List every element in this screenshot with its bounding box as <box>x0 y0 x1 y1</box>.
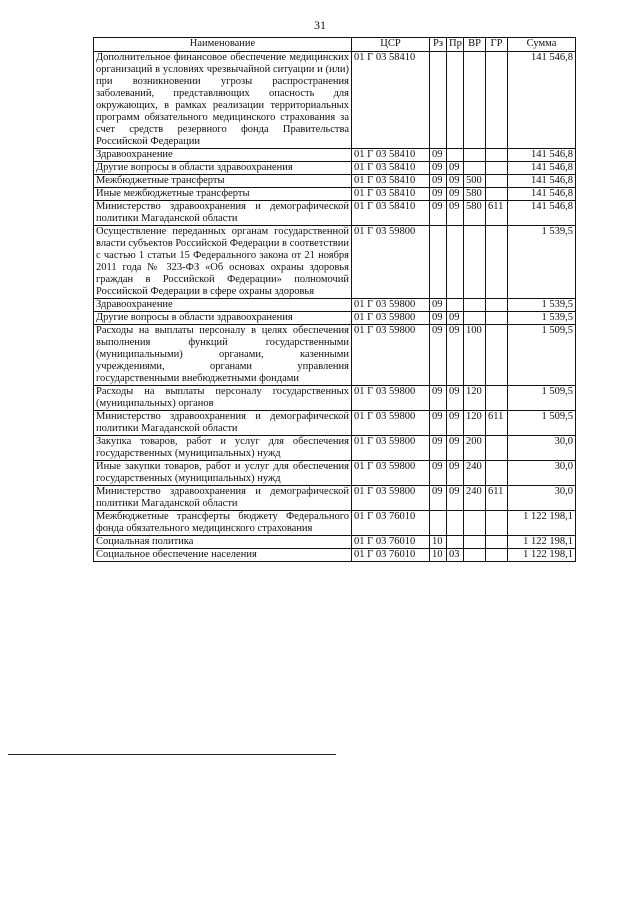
row-name: Другие вопросы в области здравоохранения <box>94 312 352 325</box>
row-vr <box>464 312 486 325</box>
row-sum: 30,0 <box>508 461 576 486</box>
row-gr <box>486 162 508 175</box>
header-gr: ГР <box>486 38 508 52</box>
table-row <box>94 411 576 436</box>
row-gr: 611 <box>486 486 508 511</box>
table-row <box>94 536 576 549</box>
table-row <box>94 188 576 201</box>
row-sum: 141 546,8 <box>508 188 576 201</box>
row-rz: 09 <box>430 299 447 312</box>
row-name: Министерство здравоохранения и демографической политики Магаданской области <box>94 486 352 511</box>
table-row <box>94 461 576 486</box>
row-gr <box>486 325 508 386</box>
row-vr: 580 <box>464 188 486 201</box>
row-pr: 09 <box>447 386 464 411</box>
row-csr: 01 Г 03 59800 <box>352 226 430 299</box>
row-sum: 1 122 198,1 <box>508 536 576 549</box>
row-sum: 141 546,8 <box>508 162 576 175</box>
header-vr: ВР <box>464 38 486 52</box>
row-gr <box>486 299 508 312</box>
row-gr <box>486 511 508 536</box>
row-sum: 1 122 198,1 <box>508 511 576 536</box>
table-row <box>94 436 576 461</box>
row-rz: 10 <box>430 536 447 549</box>
row-name: Иные закупки товаров, работ и услуг для обеспечения государственных (муниципальных) нужд <box>94 461 352 486</box>
table-row <box>94 162 576 175</box>
row-rz: 09 <box>430 312 447 325</box>
row-csr: 01 Г 03 59800 <box>352 299 430 312</box>
row-rz: 09 <box>430 411 447 436</box>
row-pr: 09 <box>447 461 464 486</box>
row-vr <box>464 226 486 299</box>
row-csr: 01 Г 03 76010 <box>352 549 430 562</box>
row-name: Расходы на выплаты персоналу государственных (муниципальных) органов <box>94 386 352 411</box>
row-sum: 1 122 198,1 <box>508 549 576 562</box>
row-sum: 1 539,5 <box>508 312 576 325</box>
row-gr: 611 <box>486 411 508 436</box>
table-row <box>94 486 576 511</box>
row-csr: 01 Г 03 59800 <box>352 436 430 461</box>
table-row <box>94 386 576 411</box>
row-sum: 141 546,8 <box>508 175 576 188</box>
row-vr <box>464 549 486 562</box>
page-number: 31 <box>314 18 326 32</box>
row-name: Закупка товаров, работ и услуг для обеспечения государственных (муниципальных) нужд <box>94 436 352 461</box>
row-csr: 01 Г 03 59800 <box>352 325 430 386</box>
row-sum: 141 546,8 <box>508 149 576 162</box>
row-sum: 30,0 <box>508 436 576 461</box>
row-rz: 09 <box>430 461 447 486</box>
row-pr <box>447 299 464 312</box>
table-row <box>94 325 576 386</box>
header-rz: Рз <box>430 38 447 52</box>
table-header-row <box>94 38 576 52</box>
row-gr <box>486 175 508 188</box>
row-rz: 09 <box>430 175 447 188</box>
table-row <box>94 149 576 162</box>
row-pr: 03 <box>447 549 464 562</box>
row-name: Министерство здравоохранения и демографической политики Магаданской области <box>94 411 352 436</box>
row-gr <box>486 226 508 299</box>
footnote-divider <box>8 754 336 755</box>
row-vr <box>464 52 486 149</box>
row-name: Социальная политика <box>94 536 352 549</box>
row-vr: 100 <box>464 325 486 386</box>
row-csr: 01 Г 03 59800 <box>352 461 430 486</box>
row-gr <box>486 461 508 486</box>
row-pr <box>447 536 464 549</box>
row-csr: 01 Г 03 58410 <box>352 188 430 201</box>
row-pr: 09 <box>447 162 464 175</box>
row-vr: 200 <box>464 436 486 461</box>
row-name: Дополнительное финансовое обеспечение медицинских организаций в условиях чрезвычайной ситуации и (или) при возникновении угрозы распространения заболеваний, представляющих опасность для окружающих, в рамках реализации территориальных программ обязательного медицинского страхования за счет средств резервного фонда Правительства Российской Федерации <box>94 52 352 149</box>
row-pr: 09 <box>447 325 464 386</box>
row-csr: 01 Г 03 58410 <box>352 201 430 226</box>
row-vr: 240 <box>464 486 486 511</box>
row-csr: 01 Г 03 59800 <box>352 312 430 325</box>
row-name: Здравоохранение <box>94 149 352 162</box>
row-rz <box>430 511 447 536</box>
row-name: Здравоохранение <box>94 299 352 312</box>
row-name: Иные межбюджетные трансферты <box>94 188 352 201</box>
row-rz: 09 <box>430 162 447 175</box>
row-sum: 141 546,8 <box>508 201 576 226</box>
header-pr: Пр <box>447 38 464 52</box>
row-gr <box>486 312 508 325</box>
row-csr: 01 Г 03 76010 <box>352 536 430 549</box>
row-vr <box>464 511 486 536</box>
row-rz <box>430 226 447 299</box>
row-pr: 09 <box>447 312 464 325</box>
row-csr: 01 Г 03 59800 <box>352 486 430 511</box>
row-pr: 09 <box>447 411 464 436</box>
row-sum: 1 539,5 <box>508 299 576 312</box>
row-csr: 01 Г 03 59800 <box>352 411 430 436</box>
row-rz: 09 <box>430 436 447 461</box>
row-sum: 1 509,5 <box>508 411 576 436</box>
row-pr <box>447 511 464 536</box>
row-name: Межбюджетные трансферты бюджету Федерального фонда обязательного медицинского страхования <box>94 511 352 536</box>
row-csr: 01 Г 03 58410 <box>352 52 430 149</box>
row-rz: 09 <box>430 386 447 411</box>
row-vr: 500 <box>464 175 486 188</box>
row-vr: 580 <box>464 201 486 226</box>
row-csr: 01 Г 03 58410 <box>352 162 430 175</box>
row-rz: 09 <box>430 149 447 162</box>
table-row <box>94 175 576 188</box>
table-row <box>94 226 576 299</box>
row-vr: 120 <box>464 411 486 436</box>
row-vr <box>464 536 486 549</box>
row-sum: 141 546,8 <box>508 52 576 149</box>
table-row <box>94 312 576 325</box>
row-csr: 01 Г 03 76010 <box>352 511 430 536</box>
table-row <box>94 549 576 562</box>
row-pr: 09 <box>447 486 464 511</box>
row-pr: 09 <box>447 175 464 188</box>
row-rz: 09 <box>430 486 447 511</box>
table-row <box>94 52 576 149</box>
row-rz <box>430 52 447 149</box>
row-gr <box>486 549 508 562</box>
row-gr <box>486 52 508 149</box>
row-csr: 01 Г 03 59800 <box>352 386 430 411</box>
row-rz: 09 <box>430 201 447 226</box>
row-vr <box>464 149 486 162</box>
table-row <box>94 511 576 536</box>
row-gr: 611 <box>486 201 508 226</box>
row-csr: 01 Г 03 58410 <box>352 175 430 188</box>
row-pr <box>447 149 464 162</box>
row-name: Расходы на выплаты персоналу в целях обеспечения выполнения функций государственными (муниципальными) органами, казенными учреждениями, органами управления государственными внебюджетными фондами <box>94 325 352 386</box>
row-rz: 09 <box>430 325 447 386</box>
row-gr <box>486 149 508 162</box>
row-gr <box>486 436 508 461</box>
row-sum: 1 539,5 <box>508 226 576 299</box>
table-row <box>94 299 576 312</box>
row-gr <box>486 188 508 201</box>
header-name: Наименование <box>94 38 352 52</box>
row-rz: 10 <box>430 549 447 562</box>
row-pr <box>447 226 464 299</box>
row-name: Осуществление переданных органам государственной власти субъектов Российской Федерации в соответствии с частью 1 статьи 15 Федерального закона от 21 ноября 2011 года № 323-ФЗ «Об основах охраны здоровья граждан в Российской Федерации» полномочий Российской Федерации в сфере охраны здоровья <box>94 226 352 299</box>
row-name: Социальное обеспечение населения <box>94 549 352 562</box>
budget-table <box>93 37 576 562</box>
row-csr: 01 Г 03 58410 <box>352 149 430 162</box>
row-gr <box>486 386 508 411</box>
row-sum: 1 509,5 <box>508 386 576 411</box>
row-sum: 1 509,5 <box>508 325 576 386</box>
row-vr: 240 <box>464 461 486 486</box>
row-pr: 09 <box>447 436 464 461</box>
row-rz: 09 <box>430 188 447 201</box>
row-pr <box>447 52 464 149</box>
row-pr: 09 <box>447 188 464 201</box>
table-row <box>94 201 576 226</box>
row-vr <box>464 162 486 175</box>
header-csr: ЦСР <box>352 38 430 52</box>
row-gr <box>486 536 508 549</box>
row-vr: 120 <box>464 386 486 411</box>
row-name: Межбюджетные трансферты <box>94 175 352 188</box>
row-pr: 09 <box>447 201 464 226</box>
header-sum: Сумма <box>508 38 576 52</box>
row-sum: 30,0 <box>508 486 576 511</box>
row-name: Министерство здравоохранения и демографической политики Магаданской области <box>94 201 352 226</box>
row-name: Другие вопросы в области здравоохранения <box>94 162 352 175</box>
row-vr <box>464 299 486 312</box>
